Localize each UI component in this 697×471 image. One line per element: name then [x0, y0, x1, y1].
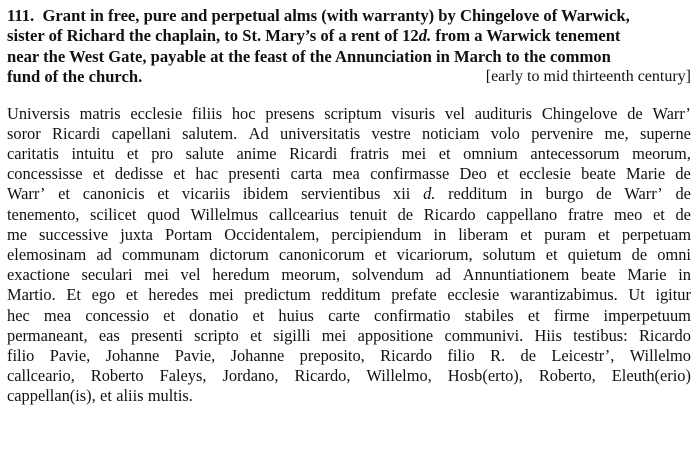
heading-line: near the West Gate, payable at the feast of the Annunciation in March to the common — [7, 46, 611, 66]
date-range: [early to mid thirteenth century] — [485, 68, 691, 86]
text-line: permaneant, eas presenti scripto et sigilli mei appositione communivi. Hiis testibus: Ricardo — [7, 325, 691, 345]
charter-entry — [7, 6, 691, 407]
text-line: exactione seculari mei vel heredum meorum, solvendum ad Annuntiationem beate Marie in — [7, 265, 691, 285]
entry-heading — [7, 6, 691, 88]
text-line: me successive juxta Portam Occidentalem, percipiendum in liberam et puram et perpetuam — [7, 224, 691, 244]
text-line: Martio. Et ego et heredes mei predictum redditum prefate ecclesie warantizabimus. Ut igitur — [7, 285, 691, 305]
text-line: tenemento, scilicet quod Willelmus callcearius tenuit de Ricardo cappellano fratre meo et de — [7, 204, 691, 224]
charter-text — [7, 104, 691, 407]
text-line: Warr’ et canonicis et vicariis ibidem servientibus xii d. redditum in burgo de Warr’ de — [7, 184, 691, 204]
heading-last-row — [7, 67, 691, 87]
entry-number: 111. — [7, 6, 35, 25]
heading-line: fund of the church. — [7, 67, 143, 87]
text-line: concessisse et dedisse et hac presenti carta mea confirmasse Deo et ecclesie beate Marie de — [7, 164, 691, 184]
text-line: soror Ricardi capellani salutem. Ad universitatis vestre noticiam volo pervenire me, superne — [7, 123, 691, 143]
text-line: elemosinam ad communam dictorum canonicorum et vicariorum, solutum et quietum de omni — [7, 245, 691, 265]
text-line: callceario, Roberto Faleys, Jordano, Ricardo, Willelmo, Hosb(erto), Roberto, Eleuth(erio) — [7, 366, 691, 386]
text-line: filio Pavie, Johanne Pavie, Johanne preposito, Ricardo filio R. de Leicestr’, Willelmo — [7, 346, 691, 366]
text-line: cappellan(is), et aliis multis. — [7, 386, 193, 406]
heading-line — [7, 6, 691, 26]
heading-line: sister of Richard the chaplain, to St. Mary’s of a rent of 12d. from a Warwick tenement — [7, 26, 621, 46]
text-line: caritatis intuitu et pro salute anime Ricardi fratris mei et omnium antecessorum meorum, — [7, 144, 691, 164]
heading-text: Grant in free, pure and perpetual alms (with warranty) by Chingelove of Warwick, — [42, 6, 630, 25]
text-line: Universis matris ecclesie filiis hoc presens scriptum visuris vel audituris Chingelove de Warr’ — [7, 103, 691, 123]
text-line: hec mea concessio et donatio et huius carte confirmatio stabiles et firme imperpetuum — [7, 305, 691, 325]
